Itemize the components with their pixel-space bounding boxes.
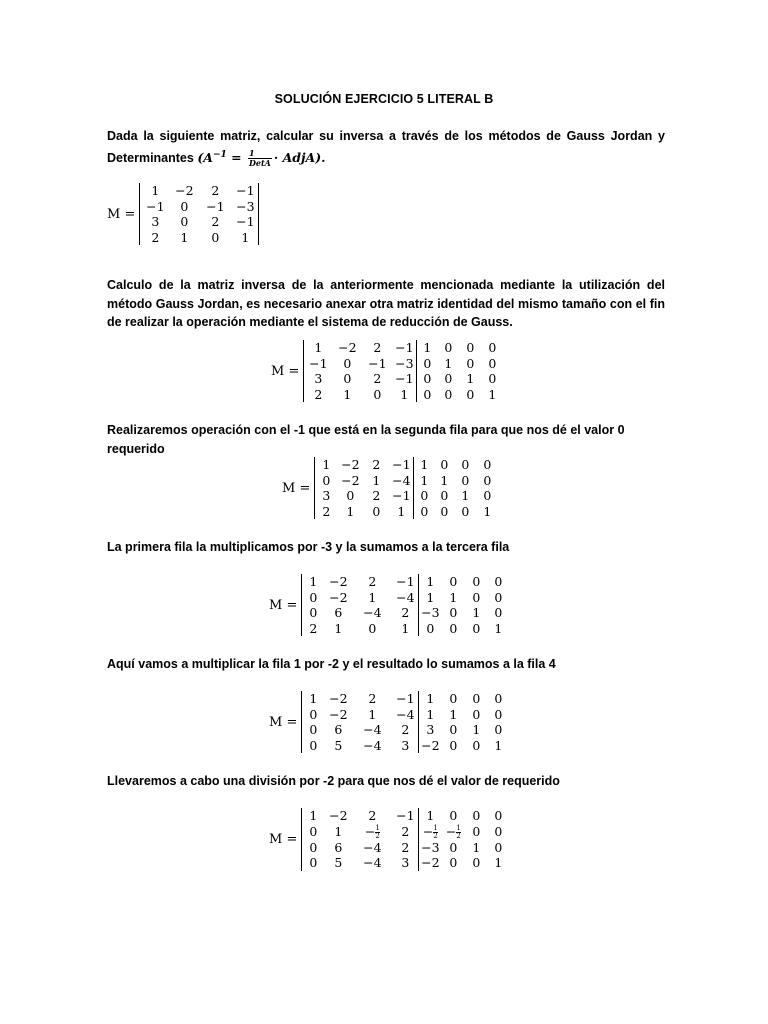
matrix-cell: 1: [241, 229, 250, 245]
matrix-cell: −1: [146, 198, 165, 214]
matrix-cell: 3: [401, 737, 410, 753]
matrix-cell: 0: [420, 503, 429, 519]
matrix-m-original: [107, 183, 259, 245]
matrix-cell: 1: [426, 808, 435, 823]
matrix-cell: 2: [368, 574, 377, 589]
matrix-cell: 1: [426, 691, 435, 706]
matrix-cell: 1: [334, 620, 343, 636]
augment-divider: [258, 183, 259, 245]
matrix-cell: 0: [309, 605, 318, 620]
matrix-cell: 0: [322, 472, 331, 488]
matrix-cell: 0: [426, 620, 435, 636]
matrix-cell: 0: [483, 457, 492, 472]
matrix-cell: 3: [314, 371, 323, 386]
matrix-cell: −2: [329, 808, 348, 823]
matrix-cell: −1: [395, 371, 414, 386]
matrix-cell: 0: [440, 503, 449, 519]
matrix-cell: 2: [368, 691, 377, 706]
matrix-cell: 2: [401, 823, 410, 839]
matrix-cell: 1: [494, 620, 503, 636]
matrix-cell: 0: [180, 214, 189, 229]
matrix-cell: 0: [444, 340, 453, 355]
matrix-cell: 6: [334, 605, 343, 620]
matrix-cell: 1: [343, 386, 352, 402]
matrix-cell: 0: [449, 691, 458, 706]
matrix-cell: 0: [423, 355, 432, 371]
matrix-cell: 2: [372, 488, 381, 503]
matrix-cell: 2: [372, 457, 381, 472]
matrix-cell: 0: [494, 605, 503, 620]
matrix-cell: 0: [373, 386, 382, 402]
matrix-cell: 1: [314, 340, 323, 355]
matrix-cell: 1: [472, 839, 481, 855]
matrix-cell: 0: [466, 340, 475, 355]
matrix-cell: −4: [396, 706, 415, 722]
coefficient-block: [140, 183, 258, 245]
matrix-cell: 0: [472, 855, 481, 870]
identity-block: [419, 574, 509, 636]
matrix-cell: 1: [372, 472, 381, 488]
matrix-cell: 0: [449, 855, 458, 870]
matrix-cell: 0: [423, 386, 432, 402]
matrix-cell: −2: [175, 183, 194, 198]
matrix-cell: 1: [309, 691, 318, 706]
matrix-cell: −1: [396, 574, 415, 589]
matrix-cell: 1: [472, 722, 481, 737]
matrix-cell: 0: [346, 488, 355, 503]
matrix-cell: −1: [392, 488, 411, 503]
matrix-cell: 1: [334, 823, 343, 839]
matrix-cell: 0: [343, 371, 352, 386]
document-title: SOLUCIÓN EJERCICIO 5 LITERAL B: [274, 92, 494, 106]
matrix-cell: 1: [368, 706, 377, 722]
matrix-cell: 3: [151, 214, 160, 229]
matrix-cell: 0: [461, 472, 470, 488]
matrix-cell: −2: [421, 737, 440, 753]
matrix-cell: 1: [472, 605, 481, 620]
matrix-cell: −1: [236, 214, 255, 229]
matrix-cell: − $\frac{1}{2}$: [445, 823, 461, 840]
matrix-cell: 0: [494, 574, 503, 589]
matrix-cell: −4: [392, 472, 411, 488]
matrix-cell: 0: [494, 808, 503, 823]
matrix-cell: 1: [449, 706, 458, 722]
gauss-paragraph: Calculo de la matriz inversa de la anteriormente mencionada mediante la utilización del método Gauss Jordan, es necesario anexar otra matriz identidad del mismo tamaño con el fin de realizar la operación mediante el sistema de reducción de Gauss.: [107, 278, 665, 329]
matrix-cell: 0: [309, 706, 318, 722]
matrix-cell: 3: [401, 855, 410, 870]
matrix-cell: 0: [461, 503, 470, 519]
matrix-cell: 0: [494, 823, 503, 839]
matrix-augmented-1: [271, 340, 503, 402]
matrix-label: M =: [269, 597, 298, 613]
matrix-cell: −2: [341, 472, 360, 488]
matrix-cell: 3: [322, 488, 331, 503]
matrix-cell: 1: [444, 355, 453, 371]
matrix-cell: 1: [346, 503, 355, 519]
matrix-cell: 2: [373, 340, 382, 355]
matrix-cell: 2: [151, 229, 160, 245]
matrix-cell: 0: [444, 386, 453, 402]
matrix-cell: −3: [236, 198, 255, 214]
matrix-cell: 0: [461, 457, 470, 472]
matrix-cell: −1: [395, 340, 414, 355]
intro-text: Dada la siguiente matriz, calcular su inversa a través de los métodos de Gauss Jordan y Determinantes: [107, 129, 665, 165]
identity-block: [419, 808, 509, 871]
matrix-cell: 0: [472, 808, 481, 823]
coefficient-block: [302, 574, 418, 636]
inverse-formula: ($A^{-1}$ = $\frac{1}{\text{DetA}}$ · AdjA).: [197, 147, 326, 168]
matrix-cell: 0: [440, 488, 449, 503]
matrix-cell: 0: [483, 472, 492, 488]
matrix-cell: 0: [423, 371, 432, 386]
matrix-augmented-5: [269, 808, 509, 871]
matrix-cell: 0: [488, 340, 497, 355]
matrix-cell: 1: [401, 620, 410, 636]
matrix-cell: 0: [494, 691, 503, 706]
matrix-cell: −2: [329, 706, 348, 722]
matrix-cell: 0: [440, 457, 449, 472]
matrix-cell: 0: [494, 722, 503, 737]
matrix-cell: 1: [449, 589, 458, 605]
matrix-cell: 0: [211, 229, 220, 245]
matrix-cell: 0: [488, 371, 497, 386]
matrix-cell: 0: [483, 488, 492, 503]
matrix-cell: 0: [343, 355, 352, 371]
matrix-cell: 2: [373, 371, 382, 386]
matrix-cell: −1: [368, 355, 387, 371]
matrix-cell: 1: [488, 386, 497, 402]
matrix-cell: 0: [309, 722, 318, 737]
matrix-cell: 1: [466, 371, 475, 386]
matrix-cell: 0: [449, 839, 458, 855]
matrix-cell: 0: [472, 706, 481, 722]
matrix-cell: 0: [368, 620, 377, 636]
matrix-cell: −2: [338, 340, 357, 355]
matrix-cell: 0: [372, 503, 381, 519]
matrix-cell: 1: [420, 457, 429, 472]
matrix-cell: 0: [472, 691, 481, 706]
matrix-cell: −1: [236, 183, 255, 198]
matrix-cell: 1: [494, 737, 503, 753]
matrix-cell: 1: [426, 706, 435, 722]
matrix-cell: 1: [494, 855, 503, 870]
matrix-augmented-3: [269, 574, 509, 636]
matrix-cell: −1: [396, 691, 415, 706]
coefficient-block: [302, 808, 418, 871]
matrix-cell: 2: [211, 214, 220, 229]
matrix-cell: 1: [426, 574, 435, 589]
matrix-cell: 0: [472, 574, 481, 589]
matrix-cell: 2: [401, 722, 410, 737]
intro-paragraph: [107, 127, 665, 168]
matrix-cell: 6: [334, 722, 343, 737]
identity-block: [414, 457, 498, 519]
matrix-cell: 0: [309, 589, 318, 605]
matrix-cell: 1: [322, 457, 331, 472]
matrix-cell: 0: [420, 488, 429, 503]
matrix-cell: 0: [466, 386, 475, 402]
matrix-cell: 1: [461, 488, 470, 503]
step2-text: La primera fila la multiplicamos por -3 y la sumamos a la tercera fila: [107, 540, 510, 554]
matrix-cell: −2: [329, 574, 348, 589]
matrix-cell: 2: [368, 808, 377, 823]
matrix-cell: 0: [449, 574, 458, 589]
matrix-cell: −3: [421, 839, 440, 855]
matrix-augmented-4: [269, 691, 509, 753]
matrix-cell: − $\frac{1}{2}$: [422, 823, 438, 840]
matrix-cell: −4: [363, 839, 382, 855]
coefficient-block: [302, 691, 418, 753]
matrix-cell: 0: [449, 620, 458, 636]
matrix-cell: −1: [396, 808, 415, 823]
step3-text: Aquí vamos a multiplicar la fila 1 por -2 y el resultado lo sumamos a la fila 4: [107, 657, 556, 671]
matrix-cell: 1: [180, 229, 189, 245]
matrix-cell: −3: [421, 605, 440, 620]
matrix-cell: 1: [151, 183, 160, 198]
matrix-cell: 0: [309, 839, 318, 855]
matrix-cell: −2: [329, 589, 348, 605]
matrix-label: M =: [269, 831, 298, 847]
matrix-cell: 1: [483, 503, 492, 519]
matrix-cell: 1: [397, 503, 406, 519]
matrix-cell: 0: [180, 198, 189, 214]
coefficient-block: [304, 340, 416, 402]
matrix-cell: 0: [444, 371, 453, 386]
matrix-cell: 1: [309, 808, 318, 823]
matrix-cell: 1: [440, 472, 449, 488]
matrix-cell: −4: [363, 737, 382, 753]
matrix-cell: −4: [363, 855, 382, 870]
matrix-cell: −1: [309, 355, 328, 371]
identity-block: [419, 691, 509, 753]
matrix-cell: 0: [472, 823, 481, 839]
matrix-cell: 1: [400, 386, 409, 402]
matrix-cell: −1: [206, 198, 225, 214]
matrix-cell: 0: [449, 722, 458, 737]
matrix-cell: −2: [341, 457, 360, 472]
matrix-cell: 0: [488, 355, 497, 371]
matrix-cell: 5: [334, 737, 343, 753]
matrix-cell: −2: [421, 855, 440, 870]
matrix-cell: 2: [211, 183, 220, 198]
matrix-cell: 0: [472, 589, 481, 605]
step1-text: Realizaremos operación con el -1 que está en la segunda fila para que nos dé el valor 0 requerido: [107, 423, 625, 456]
matrix-cell: 0: [309, 737, 318, 753]
matrix-cell: 1: [420, 472, 429, 488]
matrix-label: M =: [282, 480, 311, 496]
matrix-cell: −4: [396, 589, 415, 605]
identity-block: [417, 340, 503, 402]
matrix-cell: 5: [334, 855, 343, 870]
matrix-cell: 0: [449, 605, 458, 620]
matrix-cell: −4: [363, 722, 382, 737]
coefficient-block: [315, 457, 413, 519]
matrix-label: M =: [107, 206, 136, 222]
step4-text: Llevaremos a cabo una división por -2 para que nos dé el valor de requerido: [107, 774, 560, 788]
matrix-cell: 6: [334, 839, 343, 855]
matrix-cell: 0: [494, 706, 503, 722]
matrix-cell: 3: [426, 722, 435, 737]
matrix-cell: 1: [368, 589, 377, 605]
matrix-cell: 0: [449, 737, 458, 753]
matrix-label: M =: [269, 714, 298, 730]
matrix-cell: 2: [322, 503, 331, 519]
matrix-cell: 0: [449, 808, 458, 823]
matrix-cell: 0: [472, 737, 481, 753]
matrix-cell: 0: [494, 839, 503, 855]
matrix-cell: 1: [423, 340, 432, 355]
matrix-cell: 1: [426, 589, 435, 605]
matrix-cell: 0: [466, 355, 475, 371]
matrix-label: M =: [271, 363, 300, 379]
matrix-cell: −2: [329, 691, 348, 706]
matrix-cell: −4: [363, 605, 382, 620]
matrix-cell: 0: [494, 589, 503, 605]
matrix-cell: 2: [314, 386, 323, 402]
matrix-cell: 0: [472, 620, 481, 636]
matrix-cell: 2: [309, 620, 318, 636]
matrix-cell: − $\frac{1}{2}$: [364, 823, 380, 840]
matrix-cell: −1: [392, 457, 411, 472]
matrix-cell: 2: [401, 605, 410, 620]
matrix-cell: 2: [401, 839, 410, 855]
matrix-cell: 1: [309, 574, 318, 589]
matrix-cell: 0: [309, 855, 318, 870]
matrix-augmented-2: [282, 457, 498, 519]
matrix-cell: −3: [395, 355, 414, 371]
matrix-cell: 0: [309, 823, 318, 839]
